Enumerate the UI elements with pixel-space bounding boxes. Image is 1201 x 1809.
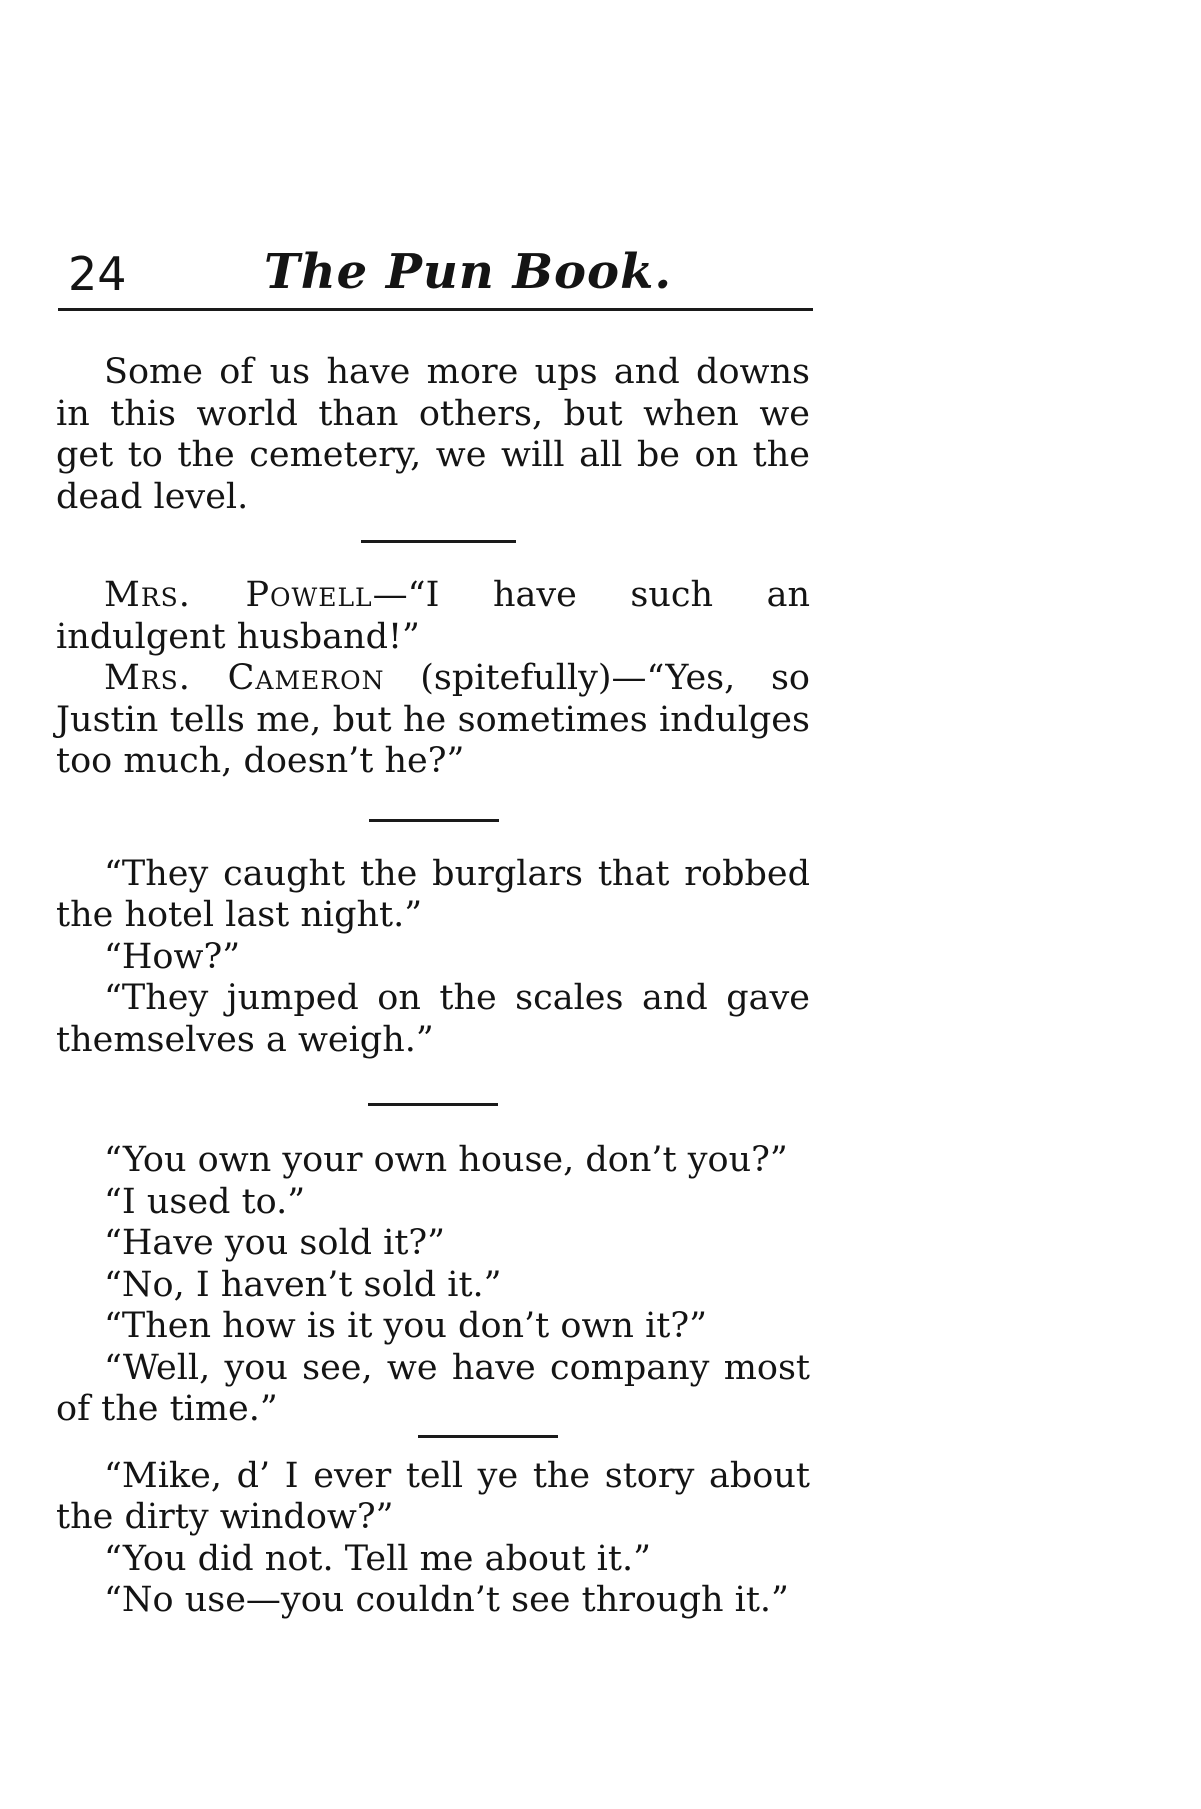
- section-divider: [418, 1435, 558, 1438]
- paragraph: “Have you sold it?”: [104, 1223, 446, 1263]
- section-divider: [369, 819, 499, 822]
- spoken-text: (spitefully)—“Yes, so Justin tells me, but he sometimes indulges too much, doesn’t he?”: [56, 658, 810, 781]
- paragraph: “No use—you couldn’t see through it.”: [104, 1580, 789, 1620]
- dialogue-line: [56, 658, 810, 783]
- dialogue-line: [56, 575, 810, 658]
- page-body: [56, 352, 810, 1622]
- paragraph: Some of us have more ups and downs in this world than others, but when we get to the cemetery, we will all be on the dead level.: [56, 352, 810, 517]
- running-title: The Pun Book.: [264, 244, 673, 300]
- speaker-name: Mrs. Cameron: [104, 658, 385, 698]
- paragraph: “How?”: [104, 936, 241, 977]
- spoken-text: —“I have such an indulgent husband!”: [56, 575, 811, 657]
- joke-2: [56, 575, 810, 783]
- paragraph: “They caught the burglars that robbed the hotel last night.”: [56, 853, 810, 935]
- page-header: [58, 240, 813, 311]
- joke-3: [56, 854, 810, 1062]
- joke-1: [56, 352, 810, 518]
- paragraph: “You own your own house, don’t you?”: [104, 1140, 788, 1180]
- paragraph: “Mike, d’ I ever tell ye the story about the dirty window?”: [56, 1455, 810, 1537]
- joke-5: [56, 1456, 810, 1622]
- section-divider: [368, 1103, 498, 1106]
- section-divider: [361, 540, 516, 543]
- joke-4: [56, 1140, 810, 1431]
- paragraph: “They jumped on the scales and gave themselves a weigh.”: [56, 978, 810, 1060]
- speaker-name: Mrs. Powell: [104, 575, 373, 615]
- paragraph: “You did not. Tell me about it.”: [104, 1538, 651, 1579]
- paragraph: “Then how is it you don’t own it?”: [104, 1306, 707, 1346]
- paragraph: “I used to.”: [104, 1181, 306, 1222]
- paragraph: “No, I haven’t sold it.”: [104, 1264, 502, 1305]
- paragraph: “Well, you see, we have company most of the time.”: [56, 1347, 810, 1429]
- page-number: 24: [68, 247, 127, 301]
